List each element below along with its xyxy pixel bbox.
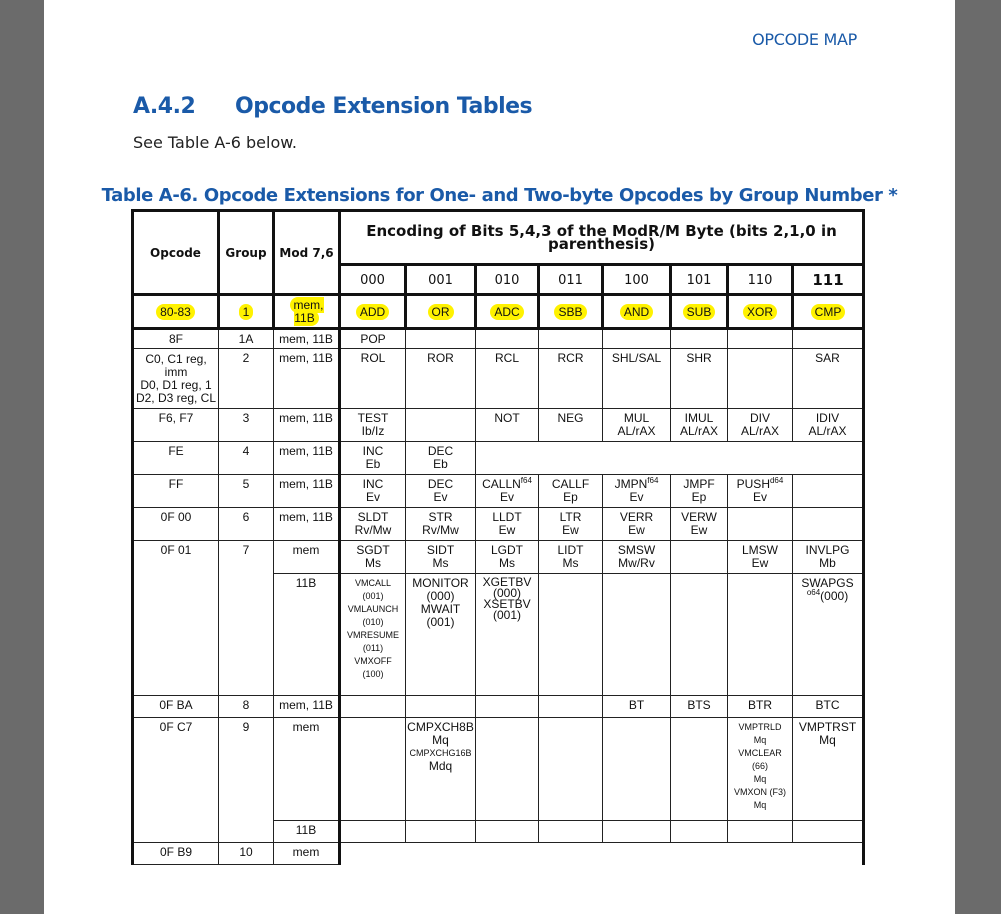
- group2-rcl: RCL: [476, 349, 539, 409]
- header-group: Group: [219, 211, 274, 295]
- group10-number: 10: [219, 843, 274, 865]
- group10-opcode: 0F B9: [133, 843, 219, 865]
- group1-adc: ADC: [476, 295, 539, 329]
- group1-add: ADD: [340, 295, 406, 329]
- group1-mod: mem, 11B: [274, 295, 340, 329]
- group7-sgdt: SGDT Ms: [340, 541, 406, 574]
- group8-mod: mem, 11B: [274, 696, 340, 718]
- group7-lmsw: LMSW Ew: [728, 541, 793, 574]
- group8-bt: BT: [603, 696, 671, 718]
- group7-xgetbv: XGETBV (000) XSETBV (001): [476, 574, 539, 696]
- group3-opcode: F6, F7: [133, 409, 219, 442]
- bits-101: 101: [671, 265, 728, 295]
- group3-not: NOT: [476, 409, 539, 442]
- group5-opcode: FF: [133, 475, 219, 508]
- group4-dec: DEC Eb: [406, 442, 476, 475]
- group6-opcode: 0F 00: [133, 508, 219, 541]
- opcode-extension-table: [131, 209, 865, 865]
- group6-verw: VERW Ew: [671, 508, 728, 541]
- group9-number: 9: [219, 718, 274, 843]
- group5-callf: CALLF Ep: [539, 475, 603, 508]
- group7-opcode: 0F 01: [133, 541, 219, 696]
- group5-number: 5: [219, 475, 274, 508]
- group9-opcode: 0F C7: [133, 718, 219, 843]
- group4-mod: mem, 11B: [274, 442, 340, 475]
- intro-text: See Table A-6 below.: [133, 133, 297, 152]
- group2-sar: SAR: [793, 349, 864, 409]
- group1a-mod: mem, 11B: [274, 329, 340, 349]
- group7-lgdt: LGDT Ms: [476, 541, 539, 574]
- group3-test: TEST Ib/Iz: [340, 409, 406, 442]
- group1-sub: SUB: [671, 295, 728, 329]
- group5-dec: DEC Ev: [406, 475, 476, 508]
- group1-cmp: CMP: [793, 295, 864, 329]
- group3-div: DIV AL/rAX: [728, 409, 793, 442]
- group7-number: 7: [219, 541, 274, 696]
- group3-neg: NEG: [539, 409, 603, 442]
- group2-rcr: RCR: [539, 349, 603, 409]
- bits-000: 000: [340, 265, 406, 295]
- group5-inc: INC Ev: [340, 475, 406, 508]
- group5-jmpn: $JMPN^{f64}$ Ev: [603, 475, 671, 508]
- group6-lldt: LLDT Ew: [476, 508, 539, 541]
- header-encoding: Encoding of Bits 5,4,3 of the ModR/M Byte (bits 2,1,0 in parenthesis): [340, 211, 864, 265]
- group2-number: 2: [219, 349, 274, 409]
- group5-jmpf: JMPF Ep: [671, 475, 728, 508]
- group1-or: OR: [406, 295, 476, 329]
- group6-ltr: LTR Ew: [539, 508, 603, 541]
- group1a-number: 1A: [219, 329, 274, 349]
- group9-mod-mem: mem: [274, 718, 340, 821]
- group10-mod: mem: [274, 843, 340, 865]
- group8-btc: BTC: [793, 696, 864, 718]
- group7-sidt: SIDT Ms: [406, 541, 476, 574]
- group1-and: AND: [603, 295, 671, 329]
- group8-opcode: 0F BA: [133, 696, 219, 718]
- group5-mod: mem, 11B: [274, 475, 340, 508]
- group3-number: 3: [219, 409, 274, 442]
- bits-110: 110: [728, 265, 793, 295]
- group3-imul: IMUL AL/rAX: [671, 409, 728, 442]
- group2-shl-sal: SHL/SAL: [603, 349, 671, 409]
- bits-111: 111: [793, 265, 864, 295]
- group8-number: 8: [219, 696, 274, 718]
- group9-cmpxchg: CMPXCH8B Mq CMPXCHG16B Mdq: [406, 718, 476, 821]
- group5-push: $PUSH^{d64}$ Ev: [728, 475, 793, 508]
- group7-swapgs: SWAPGS $^{o64}$(000): [793, 574, 864, 696]
- group6-sldt: SLDT Rv/Mw: [340, 508, 406, 541]
- group9-vmx: VMPTRLD Mq VMCLEAR (66) Mq VMXON (F3) Mq: [728, 718, 793, 821]
- group5-calln: $CALLN^{f64}$ Ev: [476, 475, 539, 508]
- group9-vmptrst: VMPTRST Mq: [793, 718, 864, 821]
- group2-mod: mem, 11B: [274, 349, 340, 409]
- header-mod: Mod 7,6: [274, 211, 340, 295]
- group2-ror: ROR: [406, 349, 476, 409]
- group4-number: 4: [219, 442, 274, 475]
- group7-invlpg: INVLPG Mb: [793, 541, 864, 574]
- group1-number: 1: [219, 295, 274, 329]
- group6-number: 6: [219, 508, 274, 541]
- section-heading: [133, 94, 532, 119]
- group2-rol: ROL: [340, 349, 406, 409]
- group3-mul: MUL AL/rAX: [603, 409, 671, 442]
- section-title: Opcode Extension Tables: [235, 94, 533, 119]
- group1a-opcode: 8F: [133, 329, 219, 349]
- group7-monitor: MONITOR (000) MWAIT (001): [406, 574, 476, 696]
- section-number: A.4.2: [133, 94, 196, 119]
- group2-opcode: C0, C1 reg, imm D0, D1 reg, 1 D2, D3 reg, CL: [133, 349, 219, 409]
- bits-001: 001: [406, 265, 476, 295]
- bits-011: 011: [539, 265, 603, 295]
- bits-010: 010: [476, 265, 539, 295]
- group1-xor: XOR: [728, 295, 793, 329]
- group1a-pop: POP: [340, 329, 406, 349]
- group4-opcode: FE: [133, 442, 219, 475]
- group7-mod-11b: 11B: [274, 574, 340, 696]
- group6-str: STR Rv/Mw: [406, 508, 476, 541]
- header-opcode: Opcode: [133, 211, 219, 295]
- group2-shr: SHR: [671, 349, 728, 409]
- document-page: [44, 0, 955, 914]
- group7-mod-mem: mem: [274, 541, 340, 574]
- table-caption: Table A-6. Opcode Extensions for One- and Two-byte Opcodes by Group Number *: [101, 185, 898, 206]
- group8-bts: BTS: [671, 696, 728, 718]
- group3-mod: mem, 11B: [274, 409, 340, 442]
- group7-vmx-ops: VMCALL (001) VMLAUNCH (010) VMRESUME (011) VMXOFF (100): [340, 574, 406, 696]
- group7-lidt: LIDT Ms: [539, 541, 603, 574]
- group6-mod: mem, 11B: [274, 508, 340, 541]
- group7-smsw: SMSW Mw/Rv: [603, 541, 671, 574]
- group1-opcode: 80-83: [133, 295, 219, 329]
- running-head: OPCODE MAP: [752, 30, 857, 49]
- group9-mod-11b: 11B: [274, 821, 340, 843]
- bits-100: 100: [603, 265, 671, 295]
- group3-idiv: IDIV AL/rAX: [793, 409, 864, 442]
- group1-sbb: SBB: [539, 295, 603, 329]
- group8-btr: BTR: [728, 696, 793, 718]
- group6-verr: VERR Ew: [603, 508, 671, 541]
- group4-inc: INC Eb: [340, 442, 406, 475]
